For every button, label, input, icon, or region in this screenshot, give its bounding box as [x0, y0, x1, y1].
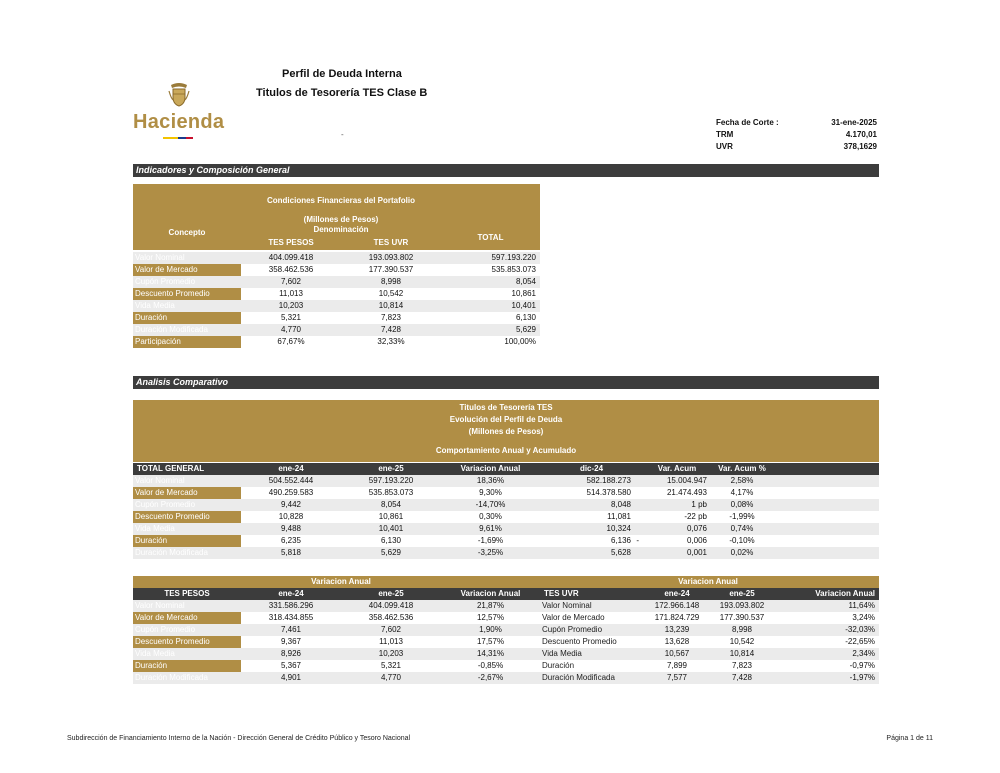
cell-ene-25: 535.853.073: [368, 488, 414, 497]
row-label: Valor de Mercado: [133, 264, 241, 276]
cell-blank: [773, 499, 879, 511]
col-tes-uvr-label: TES UVR: [540, 588, 643, 600]
cell-uvr: 7,428: [341, 324, 441, 336]
cell-pesos: 404.099.418: [241, 252, 341, 264]
cell-var-acum: 15.004.947: [643, 475, 711, 487]
cell-uvr: 32,33%: [377, 337, 405, 346]
row-label: Descuento Promedio: [133, 511, 241, 523]
pesos-header-row: [133, 588, 540, 600]
cell-uvr: 10,542: [378, 289, 404, 298]
page-title: Perfil de Deuda Interna: [282, 68, 402, 80]
cell-total: 10,401: [441, 300, 540, 312]
col-pesos-ene-25: ene-25: [341, 588, 441, 600]
row-label: Duración: [133, 535, 241, 547]
row-label: Duración Modificada: [540, 672, 643, 684]
col-tes-uvr: TES UVR: [373, 238, 409, 247]
cell-ene-25: 358.462.536: [368, 613, 414, 622]
table-row: [133, 660, 540, 672]
cell-ene-24: 318.434.855: [268, 613, 314, 622]
cell-ene-24: 13,628: [664, 637, 690, 646]
col-var-acum-pct: Var. Acum %: [711, 463, 773, 475]
row-label: Valor de Mercado: [133, 612, 241, 624]
cell-variacion: 9,30%: [479, 488, 502, 497]
cell-dic-24: [540, 511, 643, 523]
col-ene-24: ene-24: [241, 463, 341, 475]
trm-label: TRM: [716, 130, 734, 139]
cell-var-acum: -22 pb: [684, 512, 707, 521]
row-label: Participación: [133, 336, 241, 348]
cell-ene-25: 7,602: [341, 624, 441, 636]
table-row: [133, 300, 540, 312]
uvr-label: UVR: [716, 142, 733, 151]
row-label: Cupón Promedio: [133, 276, 241, 288]
row-label: Cupón Promedio: [540, 624, 643, 636]
header-dash: -: [341, 130, 344, 139]
table-row: [540, 648, 879, 660]
table-row: [133, 324, 540, 336]
cell-variacion: 3,24%: [852, 613, 876, 622]
table-row: [540, 612, 879, 624]
cell-variacion: 2,34%: [773, 648, 879, 660]
row-label: Vida Media: [540, 648, 643, 660]
table-row: [133, 672, 540, 684]
dic-value: 8,048: [610, 500, 631, 509]
page-subtitle: Titulos de Tesorería TES Clase B: [256, 87, 428, 99]
section-bar-indicadores: Indicadores y Composición General: [133, 164, 879, 177]
cell-ene-24: 4,901: [241, 672, 341, 684]
cell-ene-24: 504.552.444: [241, 475, 341, 487]
uvr-title-row: [540, 576, 879, 588]
table-row: [133, 523, 879, 535]
cell-ene-25: 597.193.220: [341, 475, 441, 487]
uvr-header-row: [540, 588, 879, 600]
col-pesos-ene-24: ene-24: [241, 588, 341, 600]
evolution-table: [133, 463, 879, 559]
cell-uvr: 177.390.537: [368, 265, 414, 274]
cell-ene-25: 10,814: [711, 648, 773, 660]
cell-pesos: 5,321: [280, 313, 302, 322]
cell-total: 5,629: [441, 324, 540, 336]
cell-pesos: 4,770: [241, 324, 341, 336]
cell-ene-24: 7,577: [643, 672, 711, 684]
cell-var-acum: 0,076: [643, 523, 711, 535]
cell-ene-24: 7,461: [241, 624, 341, 636]
cell-dic-24: [540, 535, 643, 547]
cell-ene-24: 6,235: [280, 536, 302, 545]
cell-uvr: 8,998: [341, 276, 441, 288]
cell-total: 100,00%: [504, 337, 536, 346]
portfolio-header: [133, 184, 540, 250]
cell-pesos: 67,67%: [277, 337, 305, 346]
cell-blank: [773, 511, 879, 523]
col-concepto: Concepto: [168, 228, 206, 237]
trm-value: 4.170,01: [845, 130, 877, 139]
cell-var-acum-pct: 0,74%: [711, 523, 773, 535]
cell-ene-25: 404.099.418: [341, 600, 441, 612]
cell-variacion: 0,30%: [479, 512, 502, 521]
row-label: Valor de Mercado: [540, 612, 643, 624]
uvr-var-title: Variacion Anual: [643, 576, 773, 588]
cell-var-acum: 0,001: [643, 547, 711, 559]
cell-ene-24: 9,367: [280, 637, 302, 646]
pesos-title-row: [133, 576, 540, 588]
cell-ene-24: 5,818: [241, 547, 341, 559]
col-variacion-anual: Variacion Anual: [441, 463, 540, 475]
cell-ene-24: 172.966.148: [643, 600, 711, 612]
cell-ene-24: 171.824.729: [654, 613, 700, 622]
col-uvr-variacion: Variacion Anual: [773, 588, 879, 600]
row-label: Descuento Promedio: [133, 288, 241, 300]
cell-ene-25: 10,861: [378, 512, 404, 521]
cell-dic-24: [540, 523, 643, 535]
col-uvr-ene-24: ene-24: [643, 588, 711, 600]
logo-text: Hacienda: [133, 111, 225, 133]
cell-ene-25: 6,130: [380, 536, 402, 545]
cell-variacion: -32,03%: [773, 624, 879, 636]
table-row: [133, 636, 540, 648]
table-row: [133, 499, 879, 511]
row-label: Descuento Promedio: [540, 636, 643, 648]
cell-ene-25: 10,203: [341, 648, 441, 660]
cell-ene-25: 8,998: [711, 624, 773, 636]
cell-ene-24: 5,367: [280, 661, 302, 670]
cell-variacion: -0,97%: [849, 661, 876, 670]
cell-total: 8,054: [441, 276, 540, 288]
cell-blank: [773, 535, 879, 547]
row-label: Descuento Promedio: [133, 636, 241, 648]
cell-variacion: -1,97%: [773, 672, 879, 684]
evolution-header-row: [133, 463, 879, 475]
cell-var-acum: 21.474.493: [666, 488, 707, 497]
fecha-value: 31-ene-2025: [831, 118, 877, 127]
cell-var-acum-pct: -0,10%: [729, 536, 755, 545]
portfolio-table: [133, 252, 540, 348]
cell-variacion: -14,70%: [441, 499, 540, 511]
table-row: [133, 288, 540, 300]
cell-var-acum-pct: 2,58%: [711, 475, 773, 487]
cell-total: 6,130: [515, 313, 536, 322]
cell-ene-25: 7,428: [711, 672, 773, 684]
cell-ene-24: 9,488: [241, 523, 341, 535]
table-row: [540, 672, 879, 684]
cell-variacion: -22,65%: [845, 637, 876, 646]
col-dic-24: dic-24: [540, 463, 643, 475]
row-label: Duración Modificada: [133, 672, 241, 684]
cell-ene-24: 10,828: [278, 512, 304, 521]
cell-ene-25: 5,629: [341, 547, 441, 559]
row-label: Vida Media: [133, 523, 241, 535]
cell-ene-24: 10,567: [643, 648, 711, 660]
table-row: [133, 312, 540, 324]
col-pesos-variacion: Variacion Anual: [441, 588, 540, 600]
table-row: [133, 276, 540, 288]
cell-ene-25: 8,054: [341, 499, 441, 511]
table-row: [133, 511, 879, 523]
flag-stripe: [163, 137, 193, 139]
cell-ene-25: 4,770: [341, 672, 441, 684]
cell-var-acum-pct: -1,99%: [729, 512, 755, 521]
table-row: [540, 660, 879, 672]
pesos-table: [133, 576, 540, 684]
portfolio-title: Condiciones Financieras del Portafolio: [266, 196, 416, 205]
uvr-table: [540, 576, 879, 684]
cell-ene-25: 11,013: [379, 637, 403, 646]
cell-dic-24: [540, 547, 643, 559]
evolution-line4: Comportamiento Anual y Acumulado: [435, 446, 577, 455]
table-row: [133, 475, 879, 487]
table-row: [540, 636, 879, 648]
cell-total: 535.853.073: [491, 265, 536, 274]
cell-variacion: 1,90%: [441, 624, 540, 636]
cell-variacion: 12,57%: [476, 613, 505, 622]
cell-variacion: 17,57%: [476, 637, 505, 646]
col-total: TOTAL: [477, 233, 504, 242]
table-row: [540, 600, 879, 612]
portfolio-denom: Denominación: [313, 225, 369, 234]
cell-blank: [773, 487, 879, 499]
cell-variacion: 18,36%: [441, 475, 540, 487]
cell-variacion: 21,87%: [441, 600, 540, 612]
cell-pesos: 7,602: [241, 276, 341, 288]
evolution-header: [133, 400, 879, 462]
cell-uvr: 10,814: [341, 300, 441, 312]
cell-blank: [773, 547, 879, 559]
cell-ene-24: 8,926: [241, 648, 341, 660]
table-row: [133, 264, 540, 276]
row-label: Valor Nominal: [133, 600, 241, 612]
cell-uvr: 193.093.802: [341, 252, 441, 264]
cell-variacion: -2,67%: [441, 672, 540, 684]
cell-ene-24: 7,899: [666, 661, 688, 670]
cell-blank: [773, 523, 879, 535]
footer-page: Página 1 de 11: [886, 735, 933, 742]
cell-ene-25: 5,321: [380, 661, 402, 670]
cell-var-acum-pct: 0,02%: [711, 547, 773, 559]
table-row: [133, 600, 540, 612]
row-label: Valor Nominal: [540, 600, 643, 612]
cell-variacion: -1,69%: [477, 536, 504, 545]
pesos-var-title: Variacion Anual: [241, 576, 441, 588]
cell-ene-25: 177.390.537: [719, 613, 765, 622]
cell-variacion: -3,25%: [441, 547, 540, 559]
table-row: [133, 612, 540, 624]
cell-dic-24: [540, 487, 643, 499]
coat-of-arms-icon: [167, 82, 191, 108]
cell-variacion: 9,61%: [441, 523, 540, 535]
row-label: Duración Modificada: [133, 324, 241, 336]
cell-var-acum-pct: 0,08%: [711, 499, 773, 511]
cell-ene-25: 7,823: [731, 661, 753, 670]
evolution-line3: (Millones de Pesos): [468, 427, 544, 436]
cell-dic-24: [540, 475, 643, 487]
cell-var-acum: 0,006: [686, 536, 707, 545]
cell-var-acum-pct: 4,17%: [730, 488, 754, 497]
cell-ene-25: 10,542: [729, 637, 755, 646]
col-uvr-ene-25: ene-25: [711, 588, 773, 600]
cell-dic-24: [540, 499, 643, 511]
fecha-label: Fecha de Corte :: [716, 118, 779, 127]
dic-value: 11,081: [607, 512, 631, 521]
col-var-acum: Var. Acum: [643, 463, 711, 475]
cell-total: 10,861: [511, 289, 536, 298]
footer-left: Subdirección de Financiamiento Interno de la Nación - Dirección General de Crédito Público y Tesoro Nacional: [67, 735, 411, 742]
cell-uvr: 7,823: [380, 313, 402, 322]
row-label: Valor de Mercado: [133, 487, 241, 499]
col-total-general: TOTAL GENERAL: [133, 463, 241, 475]
row-label: Vida Media: [133, 300, 241, 312]
table-row: [133, 624, 540, 636]
cell-variacion: 14,31%: [441, 648, 540, 660]
cell-variacion: 11,64%: [773, 600, 879, 612]
section-bar-analisis: Analisis Comparativo: [133, 376, 879, 389]
cell-pesos: 10,203: [241, 300, 341, 312]
evolution-line2: Evolución del Perfil de Deuda: [449, 415, 563, 424]
row-label: Vida Media: [133, 648, 241, 660]
dic-value: 514.378.580: [586, 488, 631, 497]
dic-value: 6,136: [610, 536, 631, 545]
cell-var-acum: 1 pb: [643, 499, 711, 511]
cell-blank: [773, 475, 879, 487]
table-row: [133, 547, 879, 559]
table-row: [540, 624, 879, 636]
row-label: Cupón Promedio: [133, 499, 241, 511]
cell-ene-24: 9,442: [241, 499, 341, 511]
uvr-value: 378,1629: [843, 142, 877, 151]
table-row: [133, 252, 540, 264]
table-row: [133, 487, 879, 499]
cell-ene-24: 13,239: [643, 624, 711, 636]
cell-pesos: 358.462.536: [268, 265, 314, 274]
table-row: [133, 336, 540, 348]
dic-mark: -: [636, 536, 639, 545]
cell-total: 597.193.220: [441, 252, 540, 264]
cell-ene-24: 490.259.583: [268, 488, 314, 497]
dic-value: 10,324: [606, 524, 631, 533]
cell-ene-25: 10,401: [341, 523, 441, 535]
col-blank: [773, 463, 879, 475]
row-label: Valor Nominal: [133, 475, 241, 487]
dic-value: 5,628: [610, 548, 631, 557]
row-label: Duración: [133, 660, 241, 672]
cell-ene-24: 331.586.296: [241, 600, 341, 612]
cell-pesos: 11,013: [279, 289, 303, 298]
cell-ene-25: 193.093.802: [711, 600, 773, 612]
table-row: [133, 535, 879, 547]
cell-variacion: -0,85%: [477, 661, 504, 670]
row-label: Duración Modificada: [133, 547, 241, 559]
col-tes-pesos-label: TES PESOS: [133, 588, 241, 600]
row-label: Cupón Promedio: [133, 624, 241, 636]
logo: [133, 82, 225, 142]
table-row: [133, 648, 540, 660]
evolution-line1: Titulos de Tesorería TES: [459, 403, 553, 412]
col-tes-pesos: TES PESOS: [268, 238, 314, 247]
row-label: Duración: [133, 312, 241, 324]
portfolio-units: (Millones de Pesos): [303, 215, 379, 224]
dic-value: 582.188.273: [586, 476, 631, 485]
col-ene-25: ene-25: [341, 463, 441, 475]
row-label: Duración: [540, 660, 643, 672]
row-label: Valor Nominal: [133, 252, 241, 264]
